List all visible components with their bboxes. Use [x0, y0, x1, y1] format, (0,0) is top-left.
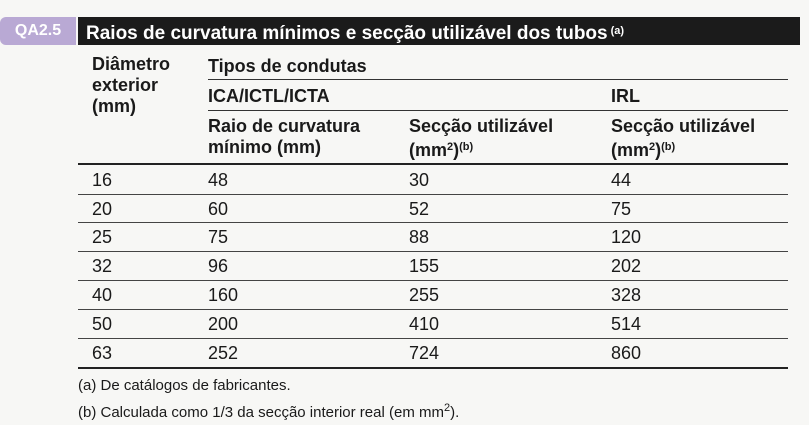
table-row: [78, 340, 788, 366]
cell-diameter: 25: [92, 227, 113, 247]
header-min-radius-line1: Raio de curvatura: [208, 116, 361, 136]
header-irl: IRL: [611, 86, 640, 106]
cell-section-irl: 120: [611, 227, 642, 247]
cell-min-radius: 160: [208, 285, 239, 305]
cell-section-irl: 44: [611, 170, 632, 190]
cell-section-irl: 514: [611, 314, 642, 334]
cell-min-radius: 75: [208, 227, 229, 247]
row-divider: [78, 222, 788, 223]
footnote-a: (a) De catálogos de fabricantes.: [78, 377, 291, 394]
cell-min-radius: 60: [208, 199, 229, 219]
table-title-note: (a): [610, 25, 625, 37]
cell-diameter: 50: [92, 314, 113, 334]
cell-section-ica: 410: [409, 314, 440, 334]
table-code-badge: QA2.5: [0, 17, 76, 45]
cell-section-ica: 30: [409, 170, 430, 190]
cell-section-irl: 860: [611, 343, 642, 363]
header-usable-section-1-line1: Secção utilizável: [409, 116, 554, 136]
header-diameter-line2: exterior: [92, 75, 159, 95]
header-diameter-unit: (mm): [92, 96, 136, 116]
row-divider: [78, 280, 788, 281]
row-divider: [78, 194, 788, 195]
header-min-radius: [208, 116, 360, 158]
cell-section-irl: 328: [611, 285, 642, 305]
cell-diameter: 32: [92, 256, 113, 276]
cell-min-radius: 48: [208, 170, 229, 190]
table-bottom-rule: [78, 367, 788, 369]
cell-section-ica: 724: [409, 343, 440, 363]
cell-section-ica: 255: [409, 285, 440, 305]
cell-diameter: 20: [92, 199, 113, 219]
cell-section-ica: 88: [409, 227, 430, 247]
table-row: [78, 224, 788, 250]
cell-diameter: 16: [92, 170, 113, 190]
cell-section-ica: 52: [409, 199, 430, 219]
footnote-b: (b) Calculada como 1/3 da secção interior real (em $mm^2$).: [78, 402, 460, 421]
header-usable-section-2-line1: Secção utilizável: [611, 116, 756, 136]
table-title-bar: [0, 17, 800, 45]
row-divider: [78, 251, 788, 252]
cell-diameter: 63: [92, 343, 113, 363]
table-row: [78, 282, 788, 308]
cell-min-radius: 96: [208, 256, 229, 276]
header-bottom-rule: [78, 163, 788, 165]
table-row: [78, 311, 788, 337]
table-title-text: Raios de curvatura mínimos e secção utilizável dos tubos: [86, 23, 608, 44]
row-divider: [78, 309, 788, 310]
header-usable-section-2-unit: $(mm^2)^{(b)}$: [611, 140, 676, 160]
header-divider-1: [208, 79, 788, 80]
header-usable-section-1: [409, 116, 553, 161]
header-usable-section-1-unit: $(mm^2)^{(b)}$: [409, 140, 474, 160]
header-ica-ictl-icta: ICA/ICTL/ICTA: [208, 86, 330, 106]
cell-diameter: 40: [92, 285, 113, 305]
table-row: [78, 196, 788, 222]
cell-section-irl: 202: [611, 256, 642, 276]
header-diameter-line1: Diâmetro: [92, 54, 171, 74]
cell-min-radius: 200: [208, 314, 239, 334]
table-row: [78, 253, 788, 279]
header-diameter: [92, 54, 170, 117]
table-title: [78, 17, 800, 45]
cell-section-ica: 155: [409, 256, 440, 276]
header-usable-section-2: [611, 116, 755, 161]
cell-section-irl: 75: [611, 199, 632, 219]
row-divider: [78, 338, 788, 339]
header-divider-2: [208, 110, 788, 111]
header-min-radius-line2: mínimo (mm): [208, 137, 322, 157]
cell-min-radius: 252: [208, 343, 239, 363]
table-row: [78, 167, 788, 193]
header-conduit-types: Tipos de condutas: [208, 56, 367, 76]
